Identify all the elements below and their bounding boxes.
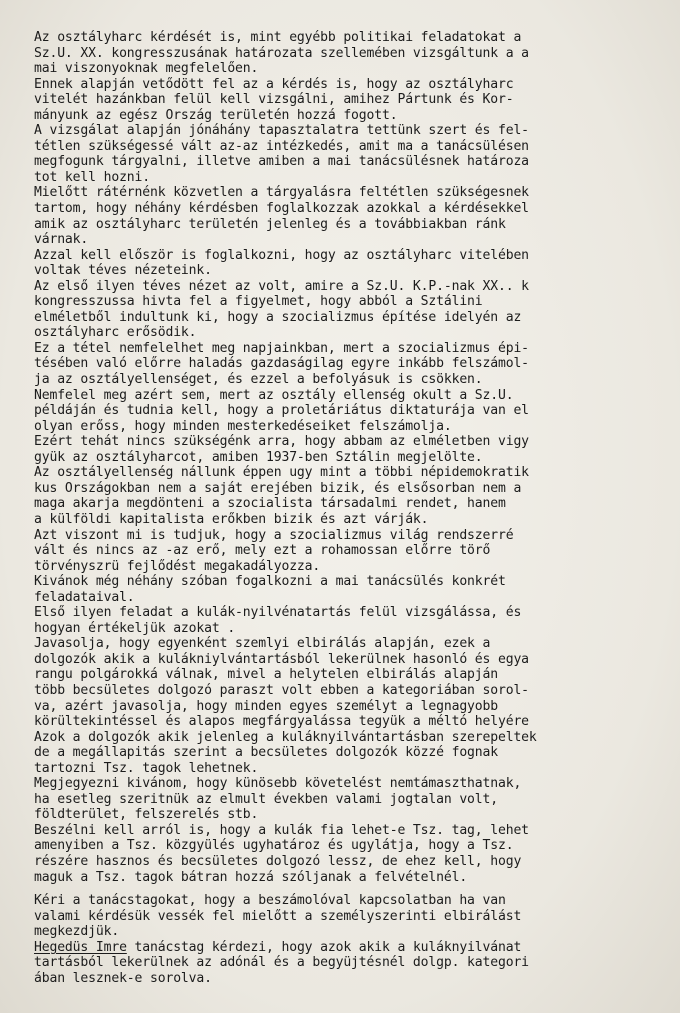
text-line: tartozni Tsz. tagok lehetnek. <box>34 760 259 776</box>
text-line: várnak. <box>34 232 89 248</box>
text-line: Azzal kell először is foglalkozni, hogy az osztályharc vitelében <box>34 247 529 263</box>
text-line: amik az osztályharc területén jelenleg és a továbbiakban ránk <box>34 216 506 232</box>
text-line: elméletből indultunk ki, hogy a szocializmus építése idelyén az <box>34 309 522 325</box>
text-line: Megjegyezni kivánom, hogy künösebb követelést nemtámaszthatnak, <box>34 776 522 792</box>
text-line: a külföldi kapitalista erőkben bizik és azt várják. <box>34 511 429 527</box>
text-line: részére hasznos és becsületes dolgozó lessz, de ehez kell, hogy <box>34 853 522 869</box>
text-line: Beszélni kell arról is, hogy a kulák fia lehet-e Tsz. tag, lehet <box>34 822 529 838</box>
text-line: kongresszussa hivta fel a figyelmet, hogy abból a Sztálini <box>34 294 483 310</box>
text-line: vált és nincs az -az erő, mely ezt a rohamossan előrre törő <box>34 543 491 559</box>
text-line <box>34 940 652 956</box>
text-line: Ennek alapján vetődött fel az a kérdés is, hogy az osztályharc <box>34 76 514 92</box>
text-line: Azok a dolgozók akik jelenleg a kuláknyilvántartásban szerepeltek <box>34 729 537 745</box>
text-line: mai viszonyoknak megfelelően. <box>34 61 259 77</box>
text-line: Nemfelel meg azért sem, mert az osztály ellenség okult a Sz.U. <box>34 387 514 403</box>
text-line: vitelét hazánkban felül kell vizsgálni, amihez Pártunk és Kor- <box>34 92 514 108</box>
text-line: osztályharc erősödik. <box>34 325 197 341</box>
text-line: gyük az osztályharcot, amiben 1937-ben Sztálin megjelölte. <box>34 449 483 465</box>
text-line: dolgozók akik a kulákniylvántartásból lekerülnek hasonló és egya <box>34 651 529 667</box>
text-line: olyan erőss, hogy minden mesterkedéseiket felszámolja. <box>34 418 452 434</box>
text-line: Sz.U. XX. kongresszusának határozata szellemében vizsgáltunk a a <box>34 45 529 61</box>
text-line: Kéri a tanácstagokat, hogy a beszámolóval kapcsolatban ha van <box>34 893 506 909</box>
text-line: hogyan értékeljük azokat . <box>34 620 236 636</box>
text-line: Mielőtt rátérnénk közvetlen a tárgyalásra feltétlen szükségesnek <box>34 185 529 201</box>
text-line: kus Országokban nem a saját erejében bizik, és elsősorban nem a <box>34 480 522 496</box>
text-line: Első ilyen feladat a kulák-nyilvénatartás felül vizsgálássa, és <box>34 605 522 621</box>
text-line: tétlen szükségessé vált az-az intézkedés, amit ma a tanácsülésen <box>34 138 529 154</box>
text-line: tot kell hozni. <box>34 169 150 185</box>
typewritten-text <box>34 30 652 986</box>
text-line: több becsületes dolgozó paraszt volt ebben a kategoriában sorol- <box>34 682 529 698</box>
text-line: Kivánok még néhány szóban fogalkozni a mai tanácsülés konkrét <box>34 574 506 590</box>
text-line: földterület, felszerelés stb. <box>34 807 259 823</box>
text-line-rest: tanácstag kérdezi, hogy azok akik a kuláknyilvánat <box>126 939 522 955</box>
text-line: valami kérdésük vessék fel mielőtt a személyszerinti elbirálást <box>34 908 522 924</box>
text-line: rangu polgárokká válnak, mivel a helytelen elbirálás alapján <box>34 667 498 683</box>
text-line: tartásból lekerülnek az adónál és a begyüjtésnél dolgp. kategori <box>34 955 529 971</box>
text-line: tésében való előrre haladás gazdaságilag egyre inkább felszámol- <box>34 356 529 372</box>
text-line: tartom, hogy néhány kérdésben foglalkozzak azokkal a kérdésekkel <box>34 201 529 217</box>
text-line: körültekintéssel és alapos megfárgyalássa tegyük a méltó helyére <box>34 714 529 730</box>
text-line: Az osztályharc kérdését is, mint egyébb politikai feladatokat a <box>34 30 522 45</box>
text-line: va, azért javasolja, hogy minden egyes személyt a legnagyobb <box>34 698 498 714</box>
text-line: A vizsgálat alapján jónáhány tapasztalatra tettünk szert és fel- <box>34 123 529 139</box>
speaker-name: Hegedüs Imre <box>34 939 127 955</box>
text-line: maga akarja megdönteni a szocialista társadalmi rendet, hanem <box>34 496 506 512</box>
text-line: mányunk az egész Ország területén hozzá fogott. <box>34 107 398 123</box>
text-line: Ezért tehát nincs szükségénk arra, hogy abbam az elméletben vigy <box>34 434 529 450</box>
text-line: maguk a Tsz. tagok bátran hozzá szóljanak a felvételnél. <box>34 869 468 885</box>
text-line: törvényszrü fejlődést megakadályozza. <box>34 558 321 574</box>
paragraph-gap <box>34 885 652 893</box>
text-line: Azt viszont mi is tudjuk, hogy a szocializmus világ rendszerré <box>34 527 514 543</box>
text-line: Az osztályellenség nállunk éppen ugy mint a többi népidemokratik <box>34 465 529 481</box>
text-line: megkezdjük. <box>34 924 120 940</box>
text-line: megfogunk tárgyalni, illetve amiben a mai tanácsülésnek határoza <box>34 154 529 170</box>
text-line: ában lesznek-e sorolva. <box>34 970 212 986</box>
text-line: amenyiben a Tsz. közgyülés ugyhatároz és ugylátja, hogy a Tsz. <box>34 838 514 854</box>
text-line: voltak téves nézeteink. <box>34 263 212 279</box>
text-line: feladataival. <box>34 589 135 605</box>
text-line: Az első ilyen téves nézet az volt, amire a Sz.U. K.P.-nak XX.. k <box>34 278 529 294</box>
text-line: példáján és tudnia kell, hogy a proletáriátus diktaturája van el <box>34 403 529 419</box>
text-line: de a megállapitás szerint a becsületes dolgozók közzé fognak <box>34 745 498 761</box>
text-line: Javasolja, hogy egyenként szemlyi elbirálás alapján, ezek a <box>34 636 491 652</box>
text-line: ha esetleg szeritnük az elmult években valami jogtalan volt, <box>34 791 498 807</box>
text-line: Ez a tétel nemfelelhet meg napjainkban, mert a szocializmus épi- <box>34 340 529 356</box>
text-line: ja az osztályellenséget, és ezzel a befolyásuk is csökken. <box>34 372 483 388</box>
